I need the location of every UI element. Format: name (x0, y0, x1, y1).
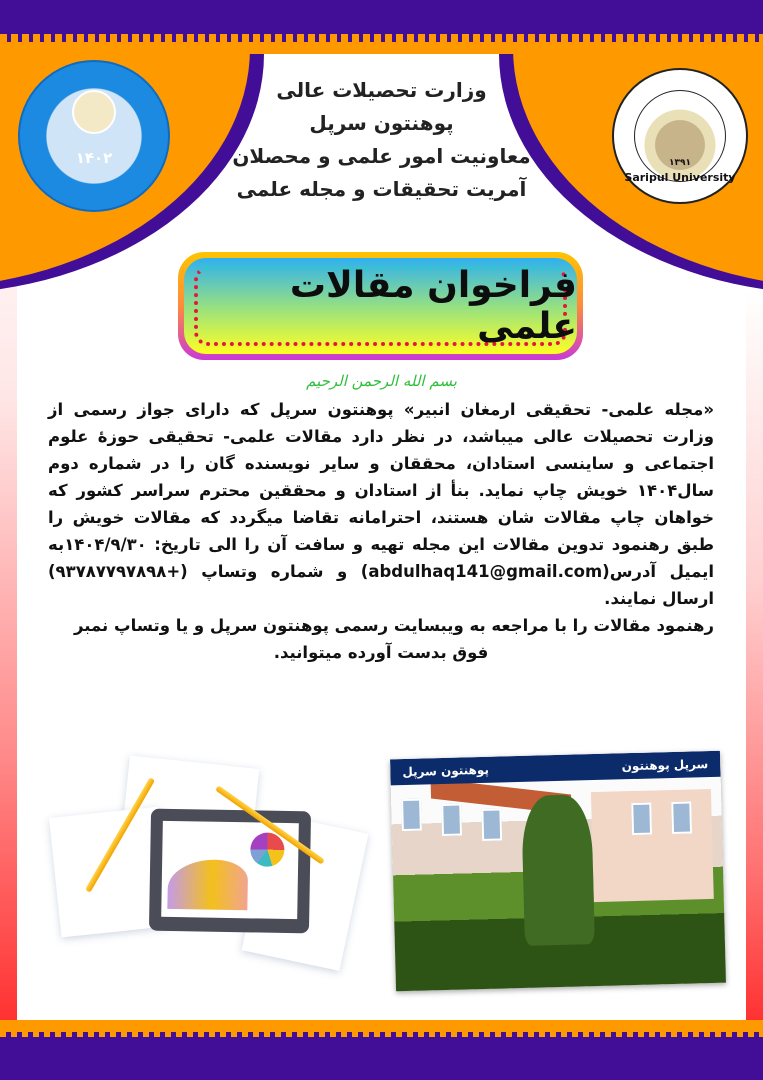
window-icon (671, 801, 692, 834)
announcement-paragraph-2-line-2: فوق بدست آورده میتوانید. (273, 643, 489, 662)
photo-caption-left: پوهنتون سرپل (402, 762, 490, 780)
photo-caption-bar (390, 751, 721, 786)
bottom-orange-strip (0, 1020, 763, 1032)
announcement-paragraph-1: «مجله علمی- تحقیقی ارمغان انبیر» پوهنتون سرپل که دارای جواز رسمی از وزارت تحصیلات عالی میباشد، در نظر دارد مقالات علمی- تحقیقی حوزهٔ علوم اجتماعی و ساینسی استادان، محققان و سایر نویسنده گان را در شماره دوم سال۱۴۰۴ خویش چاپ نماید. بنأ از استادان و محققین محترم سراسر کشور که خواهان چاپ مقالات شان هستند، احترامانه تقاضا میگردد که مقالات خویش را طبق رهنمود تدوین مقالات این مجله تهیه و سافت آن را الی تاریخ: ۱۴۰۴/۹/۳۰به ایمیل آدرس(abdulhaq141@gmail.com) و شماره وتساپ (+۹۳۷۸۷۷۹۷۸۹۸) ارسال نمایند. (48, 400, 714, 608)
call-for-papers-banner (178, 252, 583, 360)
top-decorative-teeth (0, 34, 763, 42)
bottom-purple-band (0, 1037, 763, 1080)
tablet-icon (149, 809, 311, 934)
header-institution (200, 74, 563, 206)
university-logo (612, 68, 748, 204)
analytics-illustration (55, 752, 355, 967)
top-purple-band (0, 0, 763, 34)
announcement-body (48, 396, 714, 666)
journal-logo (18, 60, 170, 212)
photo-caption-right: سرپل پوهنتون (621, 757, 709, 774)
area-chart-icon (167, 859, 248, 910)
announcement-paragraph-2-line-1: رهنمود مقالات را با مراجعه به ویبسایت رسمی پوهنتون سرپل و یا وتساپ نمبر (73, 616, 714, 635)
basmala: بسم الله الرحمن الرحیم (306, 372, 457, 390)
journal-logo-year: ۱۴۰۲ (75, 149, 113, 167)
university-logo-year: ۱۳۹۱ (669, 158, 691, 168)
right-gradient-border (746, 290, 763, 1020)
window-icon (631, 803, 652, 836)
tree-icon (521, 794, 595, 946)
journal-emblem-icon (72, 90, 116, 134)
banner-title: فراخوان مقالات علمی (289, 265, 577, 347)
campus-building (591, 789, 714, 902)
header-line-university: پوهنتون سرپل (309, 111, 454, 135)
university-campus-photo (390, 751, 726, 992)
header-line-ministry: وزارت تحصیلات عالی (276, 78, 487, 102)
pie-chart-icon (250, 832, 285, 867)
window-icon (481, 808, 502, 841)
university-logo-text: Saripul University (624, 171, 736, 184)
header-line-deputy: معاونیت امور علمی و محصلان (232, 144, 531, 168)
window-icon (441, 804, 462, 837)
header-line-directorate: آمریت تحقیقات و مجله علمی (236, 177, 527, 201)
window-icon (401, 799, 422, 832)
university-emblem-icon (634, 90, 726, 182)
